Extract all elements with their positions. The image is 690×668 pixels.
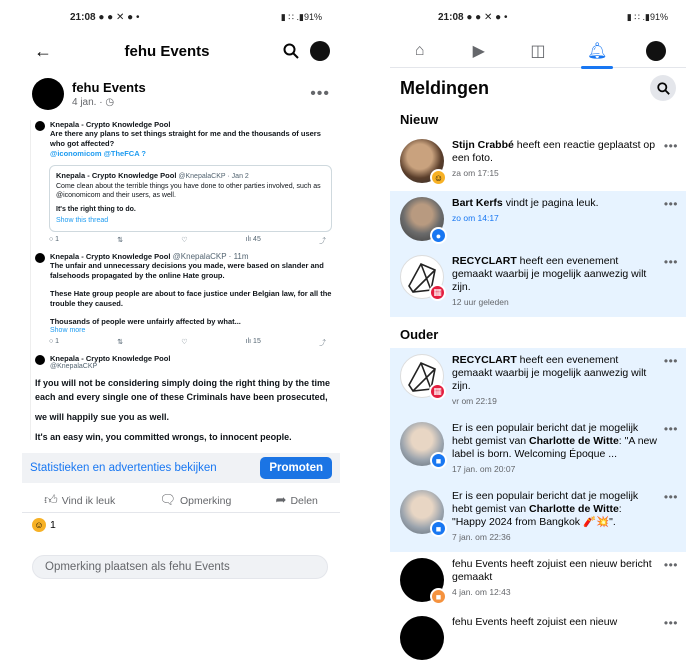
notification-more-icon[interactable]: •••: [663, 197, 678, 211]
notification-item[interactable]: [390, 249, 686, 317]
notification-item[interactable]: [390, 191, 686, 249]
section-older-heading: Ouder: [400, 327, 439, 342]
tab-video[interactable]: [459, 34, 499, 68]
tab-menu[interactable]: [636, 34, 676, 68]
notification-more-icon[interactable]: •••: [663, 139, 678, 153]
notification-time: za om 17:15: [452, 168, 499, 178]
notification-text: fehu Events heeft zojuist een nieuw bericht gemaakt: [452, 558, 652, 583]
share-button[interactable]: [276, 492, 318, 508]
notification-more-icon[interactable]: •••: [663, 354, 678, 368]
page-like-badge-icon: ●: [430, 227, 447, 244]
haha-badge-icon: ☺: [430, 169, 447, 186]
notification-text: : "A new label is born. Welcoming Époque ...: [452, 435, 657, 460]
status-time: 21:08: [70, 11, 96, 23]
status-system-icons: ▮ ∷ .▮91%: [280, 11, 322, 22]
notification-item[interactable]: [390, 416, 686, 484]
quote-handle: @KnepalaCKP · Jan 2: [178, 173, 249, 180]
post-header: [22, 68, 340, 114]
search-icon[interactable]: [650, 75, 676, 101]
author-avatar[interactable]: [32, 78, 64, 110]
notification-time: vr om 22:19: [452, 396, 497, 406]
notification-actor: RECYCLART: [452, 354, 517, 366]
notification-actor: Bart Kerfs: [452, 197, 503, 209]
post-screen: [22, 0, 340, 595]
notification-text: fehu Events heeft zojuist een nieuw: [452, 616, 618, 628]
promote-button[interactable]: Promoten: [260, 457, 332, 479]
notification-avatar: [400, 139, 444, 183]
quote-show-thread: Show this thread: [56, 217, 109, 224]
quoted-tweet: [49, 165, 332, 232]
notification-time: 7 jan. om 22:36: [452, 532, 511, 542]
status-bar: [22, 0, 340, 34]
notification-text: heeft een evenement gemaakt waarbij je mogelijk aanwezig wilt zijn.: [452, 255, 647, 293]
tweet-show-more: Show more: [50, 326, 86, 334]
quote-text-2: It's the right thing to do.: [56, 205, 136, 213]
tweet-handle: @KnepalaCKP · 11m: [172, 251, 249, 261]
tweet-text: It's an easy win, you committed wrongs, to innocent people.: [35, 431, 292, 442]
profile-avatar[interactable]: [310, 41, 330, 61]
tweet-like-icon: ♡: [181, 338, 188, 346]
notification-actor: Charlotte de Witte: [529, 503, 619, 515]
tweet-text: Are there any plans to set things straight for me and the thousands of users who got affected?: [50, 129, 321, 148]
notification-text: heeft een evenement gemaakt waarbij je mogelijk aanwezig wilt zijn.: [452, 354, 647, 392]
reaction-count: 1: [50, 519, 56, 531]
notification-text: Er is een populair bericht dat je mogelijk hebt gemist van: [452, 490, 639, 515]
status-bar: [390, 0, 686, 34]
notification-avatar: [400, 558, 444, 602]
tweet-0: [35, 120, 332, 159]
tweet-text: we will happily sue you as well.: [35, 411, 170, 422]
notification-item[interactable]: [390, 133, 686, 191]
notification-more-icon[interactable]: •••: [663, 558, 678, 572]
tweet-actions: [49, 338, 332, 348]
notification-actor: Stijn Crabbé: [452, 139, 514, 151]
profile-avatar: [646, 41, 666, 61]
tweet-share-icon: ⤴: [318, 237, 326, 245]
recyclart-logo-avatar: [400, 354, 444, 398]
tweet-retweet-icon: ⇅: [117, 338, 124, 346]
haha-reaction-icon: ☺: [32, 518, 46, 532]
tweet-2: [35, 354, 332, 370]
notification-more-icon[interactable]: •••: [663, 422, 678, 436]
notification-text: Er is een populair bericht dat je mogelijk hebt gemist van: [452, 422, 639, 447]
notification-more-icon[interactable]: •••: [663, 616, 678, 630]
notification-more-icon[interactable]: •••: [663, 490, 678, 504]
recyclart-logo-avatar: [400, 255, 444, 299]
notification-time: 12 uur geleden: [452, 297, 509, 307]
search-icon[interactable]: [280, 40, 302, 62]
quote-text: Come clean about the terrible things you have done to other parties involved, such as @iconomicom and their users, as well.: [56, 182, 321, 199]
notifications-header: [390, 68, 686, 108]
like-label: Vind ik leuk: [61, 494, 116, 507]
tab-home[interactable]: [400, 34, 440, 68]
share-label: Delen: [290, 494, 318, 507]
event-badge-icon: ▦: [429, 284, 446, 301]
page-title: fehu Events: [124, 42, 210, 60]
notification-item[interactable]: [390, 348, 686, 416]
author-name[interactable]: fehu Events: [72, 80, 146, 95]
video-icon: ▶: [472, 42, 485, 60]
notification-time: 4 jan. om 12:43: [452, 587, 511, 597]
tweet-like-icon: ♡: [181, 236, 188, 244]
notification-time: zo om 14:17: [452, 213, 499, 223]
notification-avatar: [400, 422, 444, 466]
tweet-actions: [49, 236, 332, 246]
notification-avatar: [400, 616, 444, 660]
like-button[interactable]: [44, 492, 115, 508]
notification-item[interactable]: [390, 484, 686, 552]
post-actions: [22, 487, 340, 513]
tweet-text: These Hate group people are about to face justice under Belgian law, for all the trouble they caused.: [50, 288, 332, 308]
tweet-text: Thousands of people were unfairly affected by what...: [50, 316, 241, 326]
tweet-avatar: [35, 253, 45, 263]
tweet-reply-icon: ○ 1: [49, 235, 60, 243]
status-system-icons: ▮ ∷ .▮91%: [626, 11, 668, 22]
status-notification-icons: ● ● ✕ ● •: [466, 11, 508, 23]
notification-text: : "Happy 2024 from Bangkok 🧨💥".: [452, 503, 622, 528]
comment-input[interactable]: Opmerking plaatsen als fehu Events: [32, 555, 328, 579]
view-insights-link[interactable]: Statistieken en advertenties bekijken: [30, 462, 217, 474]
notification-avatar: [400, 197, 444, 241]
post-topbar: [22, 34, 340, 68]
status-notification-icons: ● ● ✕ ● •: [98, 11, 140, 23]
back-arrow-icon[interactable]: ←: [34, 40, 52, 61]
tweet-views: ılı 15: [245, 337, 261, 345]
notification-text: vindt je pagina leuk.: [502, 197, 599, 209]
tweet-author: Knepala - Crypto Knowledge Pool: [50, 251, 171, 261]
tweet-text: The unfair and unnecessary decisions you made, were based on slander and falsehoods propagated by the online Hate group.: [50, 260, 324, 280]
tweet-mentions: @iconomicom @TheFCA ?: [50, 149, 147, 158]
comment-badge-icon: ■: [430, 520, 447, 537]
tweet-views: ılı 45: [245, 235, 261, 243]
notification-more-icon[interactable]: •••: [663, 255, 678, 269]
quote-author: Knepala - Crypto Knowledge Pool: [56, 171, 177, 180]
tweet-1: [35, 252, 332, 334]
tweet-avatar: [35, 121, 45, 131]
post-badge-icon: ■: [430, 588, 447, 605]
notification-actor: Charlotte de Witte: [529, 435, 619, 447]
comment-label: Opmerking: [179, 494, 232, 507]
comment-bubble-icon: 🗨︎: [159, 491, 176, 507]
comment-badge-icon: ■: [430, 452, 447, 469]
share-arrow-icon: ➦: [275, 491, 287, 507]
home-icon: ⌂: [414, 41, 425, 59]
comment-button[interactable]: [159, 492, 231, 508]
tweet-author: Knepala - Crypto Knowledge Pool: [50, 353, 171, 363]
status-time: 21:08: [438, 11, 464, 23]
main-tab-bar: [390, 34, 686, 68]
notification-avatar: [400, 490, 444, 534]
thumbs-up-icon: 👍︎: [44, 491, 58, 507]
marketplace-icon: ◫: [530, 42, 546, 60]
insights-bar: [22, 453, 340, 483]
tweet-retweet-icon: ⇅: [117, 236, 124, 244]
page-title: Meldingen: [400, 77, 489, 98]
post-image-tweet-screenshot[interactable]: [30, 120, 332, 440]
tweet-reply-icon: ○ 1: [49, 337, 60, 345]
tab-notifications[interactable]: [577, 34, 617, 68]
section-new-heading: Nieuw: [400, 112, 439, 127]
notification-time: 17 jan. om 20:07: [452, 464, 516, 474]
tweet-author: Knepala - Crypto Knowledge Pool: [50, 120, 171, 129]
notification-item[interactable]: [390, 552, 686, 610]
event-badge-icon: ▦: [429, 383, 446, 400]
tweet-share-icon: ⤴: [318, 339, 326, 347]
tweet-handle: @KnepalaCKP: [50, 362, 98, 370]
post-meta: 4 jan. · ◷: [72, 97, 115, 108]
reaction-summary[interactable]: [32, 518, 56, 532]
notification-actor: RECYCLART: [452, 255, 517, 267]
notifications-screen: [390, 0, 686, 630]
bell-icon: 🔔︎: [587, 42, 608, 60]
notification-text: heeft een reactie geplaatst op een foto.: [452, 139, 656, 164]
tweet-avatar: [35, 355, 45, 365]
post-more-icon[interactable]: •••: [310, 85, 330, 102]
tweet-text: If you will not be considering simply doing the right thing by the time each and every single one of these Criminals have been prosecuted,: [35, 377, 331, 402]
notification-item[interactable]: [390, 610, 686, 668]
tab-marketplace[interactable]: [518, 34, 558, 68]
